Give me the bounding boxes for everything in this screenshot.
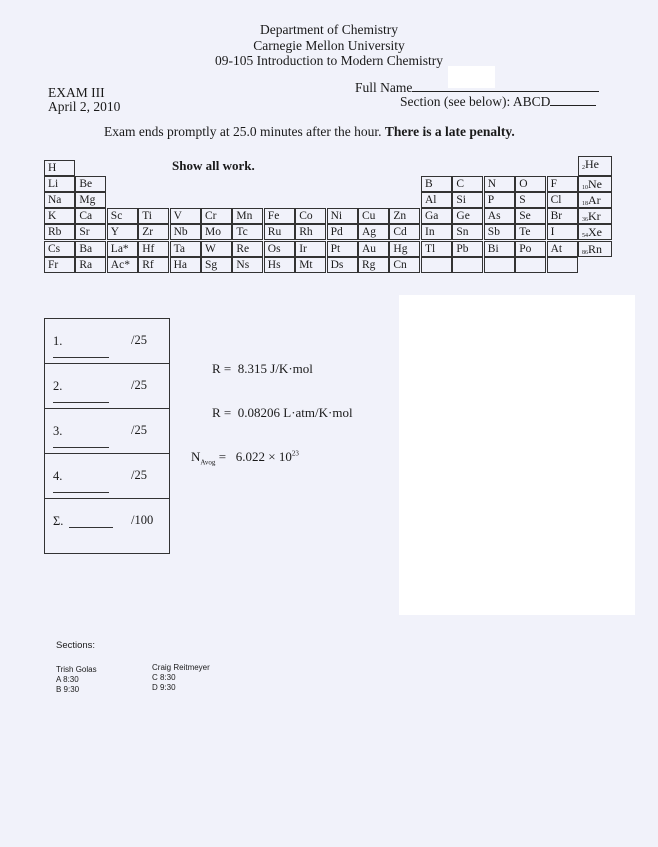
score-blank[interactable] (53, 447, 109, 448)
element-cell: Tc (232, 224, 263, 240)
atomic-number: 10 (582, 185, 588, 192)
element-cell: N (484, 176, 515, 192)
element-cell: Ha (170, 257, 201, 273)
element-cell: Sr (75, 224, 106, 240)
element-cell (484, 257, 515, 273)
element-cell: Be (75, 176, 106, 192)
score-blank[interactable] (53, 402, 109, 403)
element-cell: P (484, 192, 515, 208)
element-cell: Ti (138, 208, 169, 224)
noble-gas-cell (578, 156, 612, 176)
instructor-reitmeyer-name: Craig Reitmeyer (152, 663, 210, 672)
section-field[interactable] (400, 94, 596, 109)
element-cell: Ta (170, 241, 201, 257)
element-cell: Nb (170, 224, 201, 240)
element-cell: Sg (201, 257, 232, 273)
question-points: /25 (131, 468, 147, 482)
n-equals: = (218, 449, 227, 464)
element-cell: Ga (421, 208, 452, 224)
element-cell: Ca (75, 208, 106, 224)
r1-lhs: R = (212, 361, 232, 376)
score-box (44, 318, 170, 554)
score-row (45, 409, 169, 454)
element-symbol: He (585, 157, 599, 171)
element-cell: Mt (295, 257, 326, 273)
element-cell: W (201, 241, 232, 257)
element-cell: Se (515, 208, 546, 224)
element-cell: Cn (389, 257, 420, 273)
avogadro-constant (191, 449, 299, 467)
score-blank[interactable] (53, 492, 109, 493)
element-symbol: Ne (588, 177, 602, 192)
element-cell: Pt (327, 241, 358, 257)
element-cell: B (421, 176, 452, 192)
element-cell: Po (515, 241, 546, 257)
element-cell: Tl (421, 241, 452, 257)
element-cell: Ac* (107, 257, 138, 273)
score-row (45, 364, 169, 409)
element-cell: Rg (358, 257, 389, 273)
section-d: D 9:30 (152, 683, 176, 692)
element-cell: Hf (138, 241, 169, 257)
element-cell: K (44, 208, 75, 224)
element-cell: Au (358, 241, 389, 257)
element-cell: As (484, 208, 515, 224)
question-points: /25 (131, 333, 147, 347)
gas-constant-2 (212, 405, 353, 421)
element-cell: Mg (75, 192, 106, 208)
element-cell: Sn (452, 224, 483, 240)
element-cell (452, 257, 483, 273)
section-label: Section (see below): ABCD (400, 94, 551, 109)
score-row (45, 319, 169, 364)
university-title: Carnegie Mellon University (253, 37, 405, 53)
element-cell: At (547, 241, 578, 257)
element-cell: Sb (484, 224, 515, 240)
question-number: 4. (53, 469, 63, 483)
element-cell: Rb (44, 224, 75, 240)
element-cell: Ni (327, 208, 358, 224)
instructor-golas (56, 665, 97, 695)
element-cell: F (547, 176, 578, 192)
question-number: 1. (53, 334, 63, 348)
element-cell: Br (547, 208, 578, 224)
element-cell: Ge (452, 208, 483, 224)
element-cell: Te (515, 224, 546, 240)
atomic-number: 86 (582, 249, 588, 256)
element-cell: Al (421, 192, 452, 208)
element-cell: Cu (358, 208, 389, 224)
element-cell: Hs (264, 257, 295, 273)
atomic-number: 54 (582, 233, 588, 240)
score-row (45, 499, 169, 555)
instructor-reitmeyer (152, 663, 210, 693)
n-subscript: Avog (200, 458, 216, 467)
atomic-number: 2 (582, 165, 585, 171)
section-a: A 8:30 (56, 675, 79, 684)
section-b: B 9:30 (56, 685, 80, 694)
instructor-golas-name: Trish Golas (56, 665, 97, 674)
element-cell: Mn (232, 208, 263, 224)
element-cell: Cs (44, 241, 75, 257)
time-instructions: Exam ends promptly at 25.0 minutes after the hour. (104, 124, 382, 139)
element-cell (515, 257, 546, 273)
element-cell: Co (295, 208, 326, 224)
element-cell: Pb (452, 241, 483, 257)
question-points: /25 (131, 423, 147, 437)
element-cell: Cd (389, 224, 420, 240)
element-cell: Ba (75, 241, 106, 257)
redaction-box (399, 295, 635, 615)
element-cell: Li (44, 176, 75, 192)
exam-title: EXAM III (48, 85, 105, 100)
noble-gas-cell (578, 224, 612, 240)
question-points: /100 (131, 513, 154, 527)
question-points: /25 (131, 378, 147, 392)
element-cell: Cl (547, 192, 578, 208)
question-number: Σ. (53, 514, 64, 528)
element-cell: Ds (327, 257, 358, 273)
name-redaction (448, 66, 495, 88)
score-blank[interactable] (69, 513, 113, 528)
r2-lhs: R = (212, 405, 232, 420)
r2-value: 0.08206 L·atm/K·mol (237, 405, 353, 420)
element-cell: Y (107, 224, 138, 240)
element-cell: Rf (138, 257, 169, 273)
full-name-label: Full Name (355, 80, 413, 95)
gas-constant-1 (212, 361, 313, 377)
section-blank[interactable] (550, 105, 596, 106)
question-number: 3. (53, 424, 63, 438)
question-number: 2. (53, 379, 63, 393)
element-cell: Zn (389, 208, 420, 224)
score-row (45, 454, 169, 499)
element-cell: Fr (44, 257, 75, 273)
element-symbol: Xe (588, 225, 602, 240)
section-c: C 8:30 (152, 673, 176, 682)
element-cell: Bi (484, 241, 515, 257)
element-cell: Rh (295, 224, 326, 240)
element-cell: Pd (327, 224, 358, 240)
element-cell: Re (232, 241, 263, 257)
element-cell: Ag (358, 224, 389, 240)
element-cell: Ir (295, 241, 326, 257)
element-cell: Hg (389, 241, 420, 257)
element-cell: Os (264, 241, 295, 257)
noble-gas-cell (578, 241, 612, 257)
show-work-note: Show all work. (172, 158, 255, 173)
element-symbol: Rn (588, 241, 603, 256)
element-cell: Fe (264, 208, 295, 224)
atomic-number: 36 (582, 217, 588, 224)
element-cell: Na (44, 192, 75, 208)
course-title: 09-105 Introduction to Modern Chemistry (215, 53, 443, 68)
element-symbol: Kr (588, 209, 601, 224)
n-lhs: N (191, 449, 201, 464)
department-title: Department of Chemistry (260, 22, 398, 37)
element-cell: O (515, 176, 546, 192)
element-cell: V (170, 208, 201, 224)
late-penalty: There is a late penalty. (384, 124, 515, 139)
element-cell: I (547, 224, 578, 240)
element-cell: Mo (201, 224, 232, 240)
noble-gas-cell (578, 192, 612, 208)
atomic-number: 18 (582, 201, 588, 208)
exam-date: April 2, 2010 (48, 99, 121, 114)
element-cell: Sc (107, 208, 138, 224)
full-name-blank[interactable] (412, 91, 599, 92)
element-cell: La* (107, 241, 138, 257)
periodic-table (44, 157, 612, 273)
noble-gas-cell (578, 176, 612, 192)
element-cell: Ns (232, 257, 263, 273)
element-cell (547, 257, 578, 273)
element-cell (421, 257, 452, 273)
element-cell: H (44, 160, 75, 176)
element-cell: Zr (138, 224, 169, 240)
element-cell: Cr (201, 208, 232, 224)
instructions-line (104, 124, 515, 140)
element-cell: C (452, 176, 483, 192)
element-symbol: Ar (588, 193, 601, 208)
score-blank[interactable] (53, 357, 109, 358)
n-value: 6.022 × 10 (235, 449, 292, 464)
sections-title: Sections: (56, 640, 96, 651)
element-cell: Ra (75, 257, 106, 273)
element-cell: Si (452, 192, 483, 208)
element-cell: S (515, 192, 546, 208)
exam-header (0, 22, 658, 69)
element-cell: In (421, 224, 452, 240)
noble-gas-cell (578, 208, 612, 224)
element-cell: Ru (264, 224, 295, 240)
n-exponent: 23 (291, 449, 299, 458)
r1-value: 8.315 J/K·mol (237, 361, 313, 376)
